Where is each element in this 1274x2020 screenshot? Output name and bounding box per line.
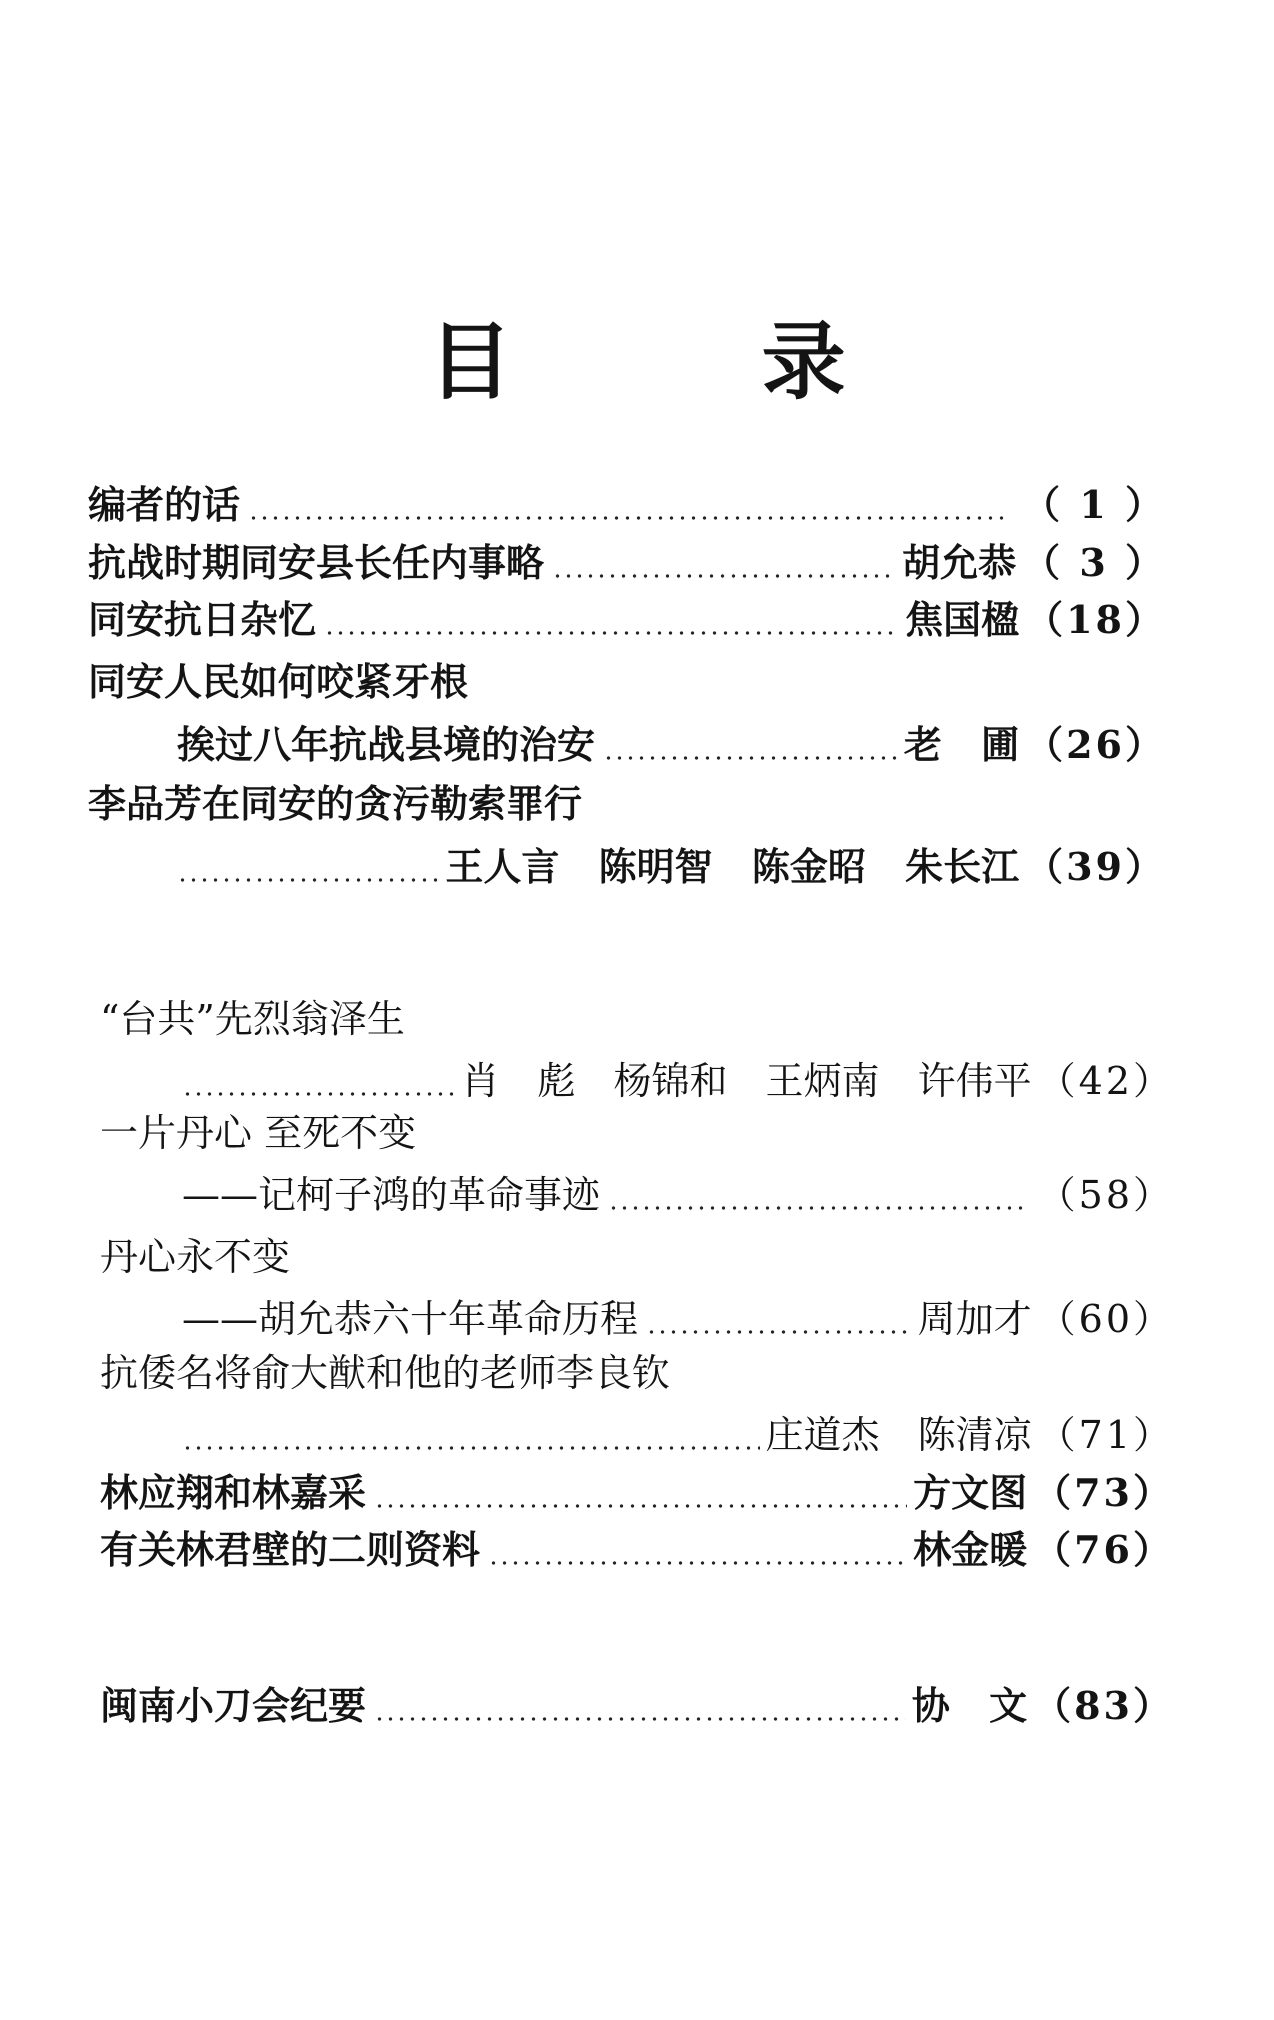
entry-title: 一片丹心 至死不变 <box>100 1111 417 1155</box>
entry-page: （26） <box>1025 722 1166 767</box>
dot-leader <box>552 574 896 578</box>
entry-page: （76） <box>1033 1527 1174 1572</box>
entry-page: （ 1 ） <box>1022 482 1166 527</box>
entry-subtitle: ——记柯子鸿的革命事迹 <box>182 1173 601 1217</box>
page-title: 目 录 <box>428 313 956 411</box>
entry-author: 肖 彪 杨锦和 王炳南 许伟平 <box>461 1059 1032 1103</box>
entry-subtitle: 挨过八年抗战县境的治安 <box>177 722 596 767</box>
entry-title: 李品芳在同安的贪污勒索罪行 <box>88 781 583 826</box>
entry-title: “台共”先烈翁泽生 <box>100 997 405 1041</box>
dot-leader <box>603 756 898 760</box>
entry-page: （60） <box>1037 1297 1174 1341</box>
entry-title: 抗战时期同安县长任内事略 <box>88 540 545 585</box>
dot-leader <box>488 1561 907 1565</box>
entry-title: 同安人民如何咬紧牙根 <box>88 659 469 704</box>
dot-leader <box>177 878 439 882</box>
dot-leader <box>646 1330 912 1334</box>
dot-leader <box>374 1504 907 1508</box>
dot-leader <box>182 1092 455 1096</box>
entry-author: 方文图 <box>913 1470 1028 1515</box>
entry-page: （58） <box>1037 1173 1174 1217</box>
entry-author: 协 文 <box>911 1683 1028 1728</box>
entry-author: 胡允恭 <box>902 540 1017 585</box>
entry-title: 闽南小刀会纪要 <box>100 1683 367 1728</box>
entry-page: （42） <box>1037 1059 1174 1103</box>
dot-leader <box>608 1206 1026 1210</box>
dot-leader <box>182 1446 760 1450</box>
entry-author: 庄道杰 陈清凉 <box>765 1413 1032 1457</box>
entry-title: 同安抗日杂忆 <box>88 597 317 642</box>
entry-author: 焦国楹 <box>905 597 1020 642</box>
entry-page: （39） <box>1025 844 1166 889</box>
entry-page: （18） <box>1025 597 1166 642</box>
entry-subtitle: ——胡允恭六十年革命历程 <box>182 1297 639 1341</box>
entry-page: （ 3 ） <box>1022 540 1166 585</box>
entry-author: 王人言 陈明智 陈金昭 朱长江 <box>445 844 1020 889</box>
entry-title: 林应翔和林嘉采 <box>100 1470 367 1515</box>
entry-author: 老 圃 <box>903 722 1020 767</box>
entry-title: 编者的话 <box>88 482 241 527</box>
dot-leader <box>374 1717 906 1721</box>
entry-page: （73） <box>1033 1470 1174 1515</box>
entry-author: 林金暖 <box>913 1527 1028 1572</box>
entry-title: 抗倭名将俞大猷和他的老师李良钦 <box>100 1351 671 1395</box>
entry-page: （83） <box>1033 1683 1174 1728</box>
dot-leader <box>248 516 1010 520</box>
entry-author: 周加才 <box>917 1297 1032 1341</box>
dot-leader <box>324 631 899 635</box>
entry-page: （71） <box>1037 1413 1174 1457</box>
entry-title: 丹心永不变 <box>100 1235 291 1279</box>
entry-title: 有关林君壁的二则资料 <box>100 1527 481 1572</box>
